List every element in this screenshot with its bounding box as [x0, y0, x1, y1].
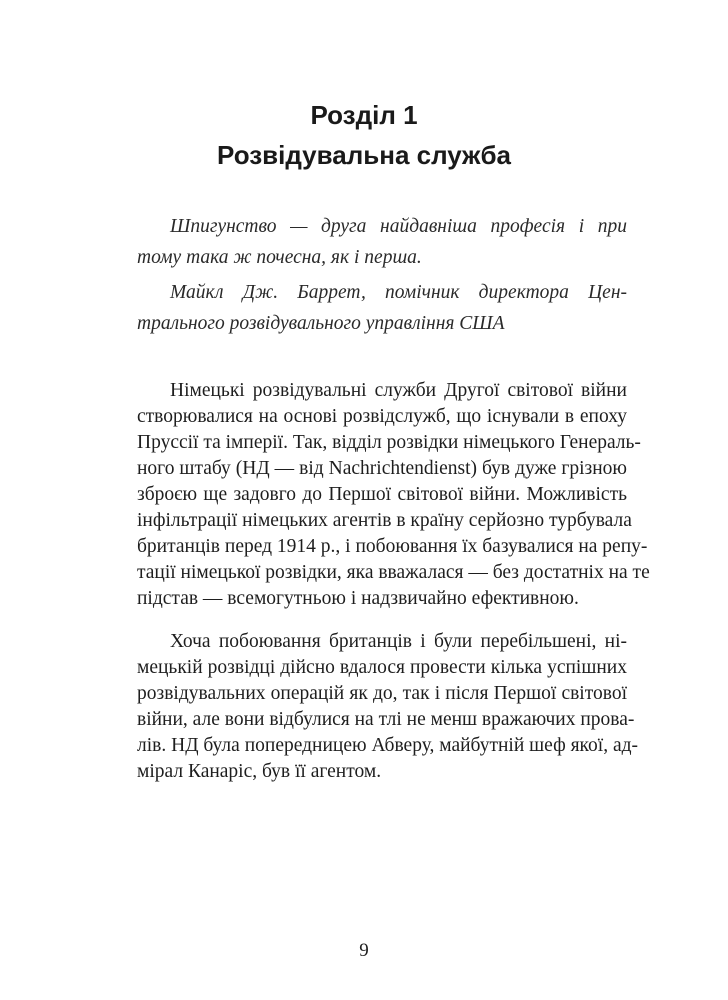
text-line: створювалися на основі розвідслужб, що існували в епоху: [137, 406, 627, 427]
text-line: мірал Канаріс, був її агентом.: [137, 761, 382, 782]
text-line: розвідувальних операцій як до, так і після Першої світової: [137, 683, 627, 704]
text-line: інфільтрації німецьких агентів в країну серйозно турбувала: [137, 510, 632, 531]
epigraph-attribution-line: Майкл Дж. Баррет, помічник директора Цен-: [170, 282, 627, 303]
text-line: війни, але вони відбулися на тлі не менш вражаючих прова-: [137, 709, 635, 730]
page-number: 9: [359, 940, 369, 961]
chapter-title: Розвідувальна служба: [217, 140, 511, 170]
paragraph-1: [137, 378, 650, 612]
paragraph-2: [137, 629, 639, 785]
text-line: підстав — всемогутньою і надзвичайно ефективною.: [137, 588, 579, 609]
text-line: ного штабу (НД — від Nachrichtendienst) був дуже грізною: [137, 458, 627, 479]
text-line: британців перед 1914 р., і побоювання їх базувалися на репу-: [137, 536, 648, 557]
epigraph: [137, 211, 627, 339]
text-line: тації німецької розвідки, яка вважалася — без достатніх на те: [137, 562, 650, 583]
chapter-number: Розділ 1: [310, 100, 418, 130]
body-text: [137, 378, 650, 785]
text-line: Хоча побоювання британців і були перебільшені, ні-: [170, 631, 627, 652]
epigraph-quote-line: тому така ж почесна, як і перша.: [137, 247, 422, 268]
epigraph-quote-line: Шпигунство — друга найдавніша професія і при: [170, 216, 627, 237]
text-line: лів. НД була попередницею Абверу, майбутній шеф якої, ад-: [137, 735, 639, 756]
text-line: мецькій розвідці дійсно вдалося провести кілька успішних: [137, 657, 627, 678]
epigraph-attribution-line: трального розвідувального управління США: [137, 313, 505, 334]
text-line: зброєю ще задовго до Першої світової війни. Можливість: [137, 484, 627, 505]
text-line: Німецькі розвідувальні служби Другої світової війни: [170, 380, 627, 401]
text-line: Пруссії та імперії. Так, відділ розвідки німецького Генераль-: [137, 432, 641, 453]
